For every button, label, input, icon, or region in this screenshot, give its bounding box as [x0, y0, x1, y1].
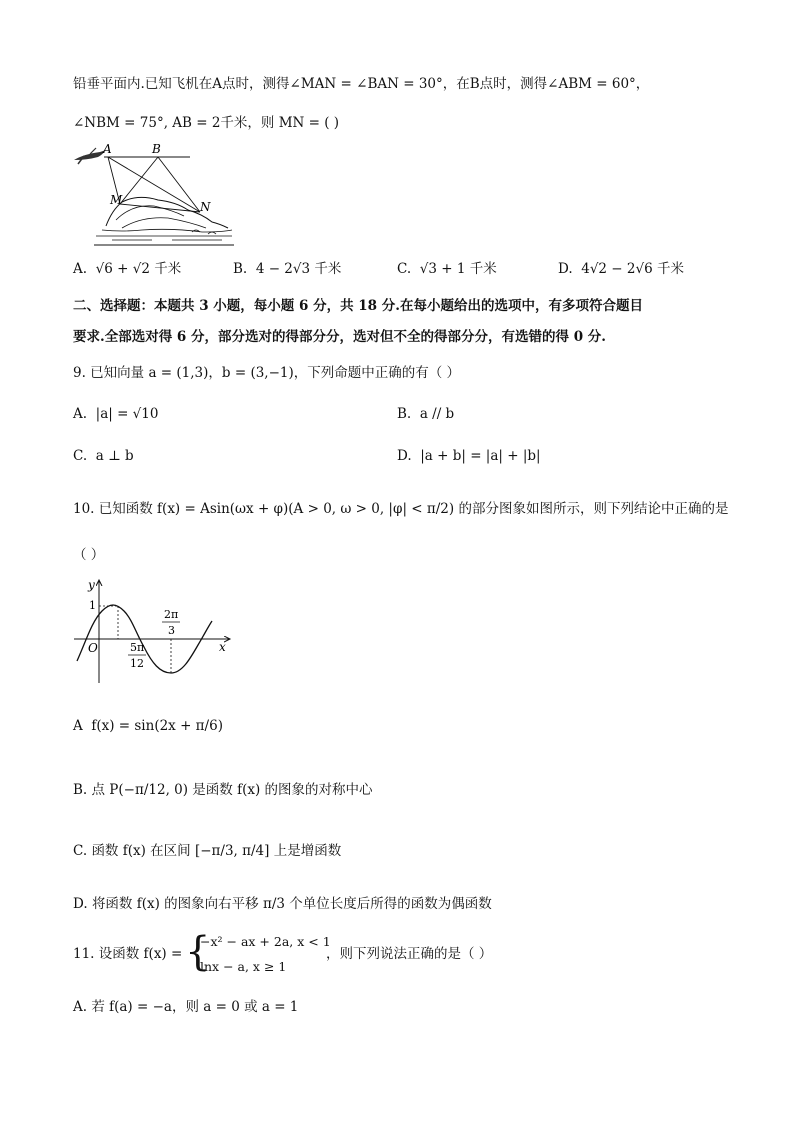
origin-label: O	[88, 641, 98, 655]
q10-choice-d: D. 将函数 f(x) 的图象向右平移 π/3 个单位长度后所得的函数为偶函数	[73, 896, 492, 912]
q9-choice-b: B. a // b	[397, 406, 455, 422]
q10-graph	[72, 575, 234, 687]
x-label: x	[219, 640, 226, 654]
q11-brace: {	[185, 929, 211, 975]
q11-stem-suffix: ，则下列说法正确的是（ ）	[326, 946, 493, 962]
tick-2pi-num: 2π	[164, 608, 179, 621]
label-N: N	[200, 200, 211, 214]
section2-line1: 二、选择题：本题共 3 小题，每小题 6 分，共 18 分.在每小题给出的选项中，有多项符合题目	[73, 298, 643, 314]
q10-paren: （ ）	[73, 547, 105, 563]
q8-choice-b: B. 4 − 2√3 千米	[233, 261, 342, 277]
q9-choice-d: D. |a + b| = |a| + |b|	[397, 448, 541, 464]
label-M: M	[110, 193, 123, 207]
q10-choice-c: C. 函数 f(x) 在区间 [−π/3, π/4] 上是增函数	[73, 843, 342, 859]
q8-choice-c: C. √3 + 1 千米	[397, 261, 497, 277]
q8-figure	[72, 140, 247, 248]
label-B: B	[152, 142, 161, 156]
q9-stem: 9. 已知向量 a = (1,3)，b = (3,−1)，下列命题中正确的有（ ）	[73, 365, 461, 381]
airplane-icon	[74, 148, 106, 164]
q9-choice-c: C. a ⊥ b	[73, 448, 134, 464]
q8-choice-d: D. 4√2 − 2√6 千米	[558, 261, 684, 277]
y-label: y	[88, 578, 95, 592]
q11-stem-prefix: 11. 设函数 f(x) =	[73, 946, 183, 962]
q8-line1: 铅垂平面内.已知飞机在A点时，测得∠MAN = ∠BAN = 30°，在B点时，测得∠ABM = 60°，	[73, 76, 650, 92]
section2-line2: 要求.全部选对得 6 分，部分选对的得部分分，选对但不全的得部分分，有选错的得 0 分.	[73, 329, 606, 345]
q10-stem: 10. 已知函数 f(x) = Asin(ωx + φ)(A > 0, ω > 0, |φ| < π/2) 的部分图象如图所示，则下列结论中正确的是	[73, 501, 729, 517]
tick-5pi-num: 5π	[130, 641, 145, 654]
tick-3-den: 3	[168, 624, 175, 637]
q9-choice-a: A. |a| = √10	[73, 406, 159, 422]
q8-line2: ∠NBM = 75°, AB = 2千米，则 MN = ( )	[73, 115, 340, 131]
q11-choice-a: A. 若 f(a) = −a，则 a = 0 或 a = 1	[73, 999, 299, 1015]
q11-case2: lnx − a, x ≥ 1	[200, 959, 287, 974]
q11-stem	[73, 944, 182, 964]
q8-choice-a: A. √6 + √2 千米	[73, 261, 182, 277]
q10-choice-b: B. 点 P(−π/12, 0) 是函数 f(x) 的图象的对称中心	[73, 782, 373, 798]
q10-choice-a: A f(x) = sin(2x + π/6)	[73, 718, 223, 734]
q11-case1: −x² − ax + 2a, x < 1	[200, 934, 331, 949]
one-label: 1	[89, 599, 96, 612]
tick-12-den: 12	[130, 657, 144, 670]
label-A: A	[103, 142, 112, 156]
